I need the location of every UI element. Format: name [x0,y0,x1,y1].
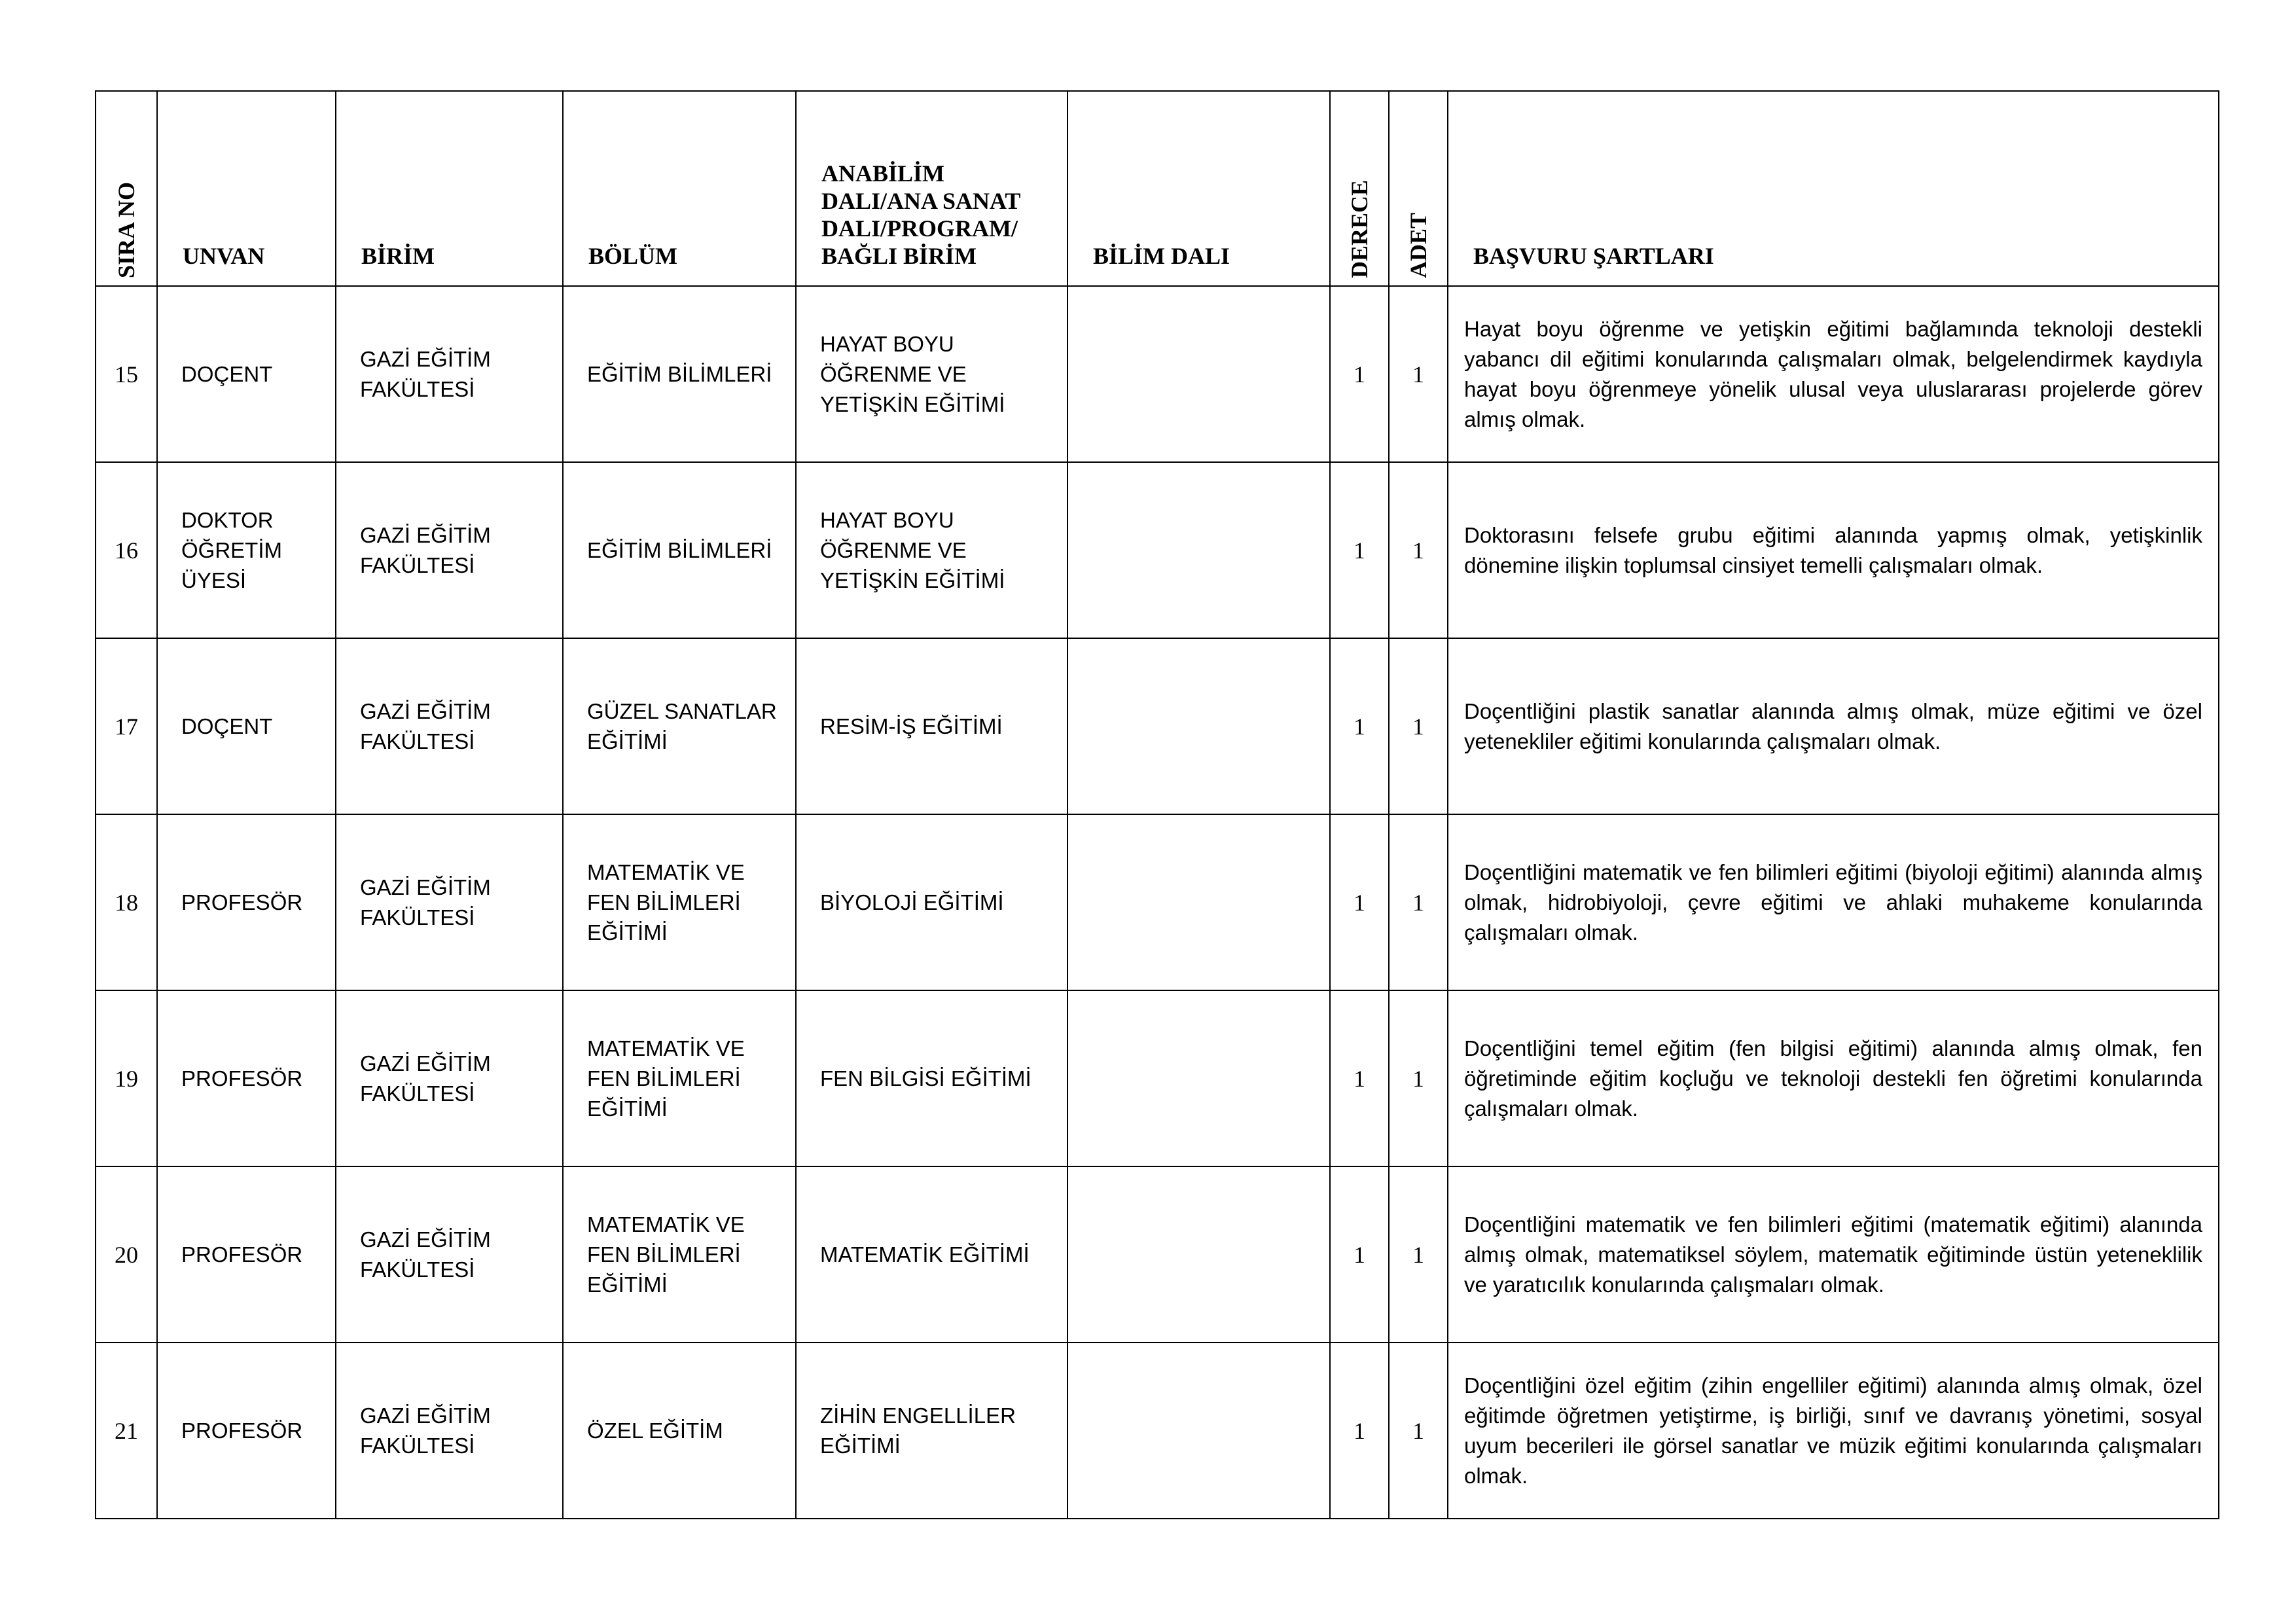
cell-unvan: DOÇENT [157,638,336,814]
cell-adet: 1 [1389,1166,1448,1343]
cell-derece: 1 [1330,638,1389,814]
cell-derece: 1 [1330,814,1389,990]
cell-unvan: PROFESÖR [157,1166,336,1343]
cell-derece: 1 [1330,990,1389,1166]
cell-bolum: MATEMATİK VE FEN BİLİMLERİ EĞİTİMİ [563,990,796,1166]
table-row [96,1343,2219,1519]
header-sira-no: SIRA NO [96,91,157,286]
cell-anabilim: ZİHİN ENGELLİLER EĞİTİMİ [796,1343,1067,1519]
table-row [96,638,2219,814]
header-derece: DERECE [1330,91,1389,286]
cell-adet: 1 [1389,638,1448,814]
cell-anabilim: MATEMATİK EĞİTİMİ [796,1166,1067,1343]
cell-bolum: GÜZEL SANATLAR EĞİTİMİ [563,638,796,814]
table-row [96,286,2219,462]
header-unvan: UNVAN [157,91,336,286]
cell-sira-no: 20 [96,1166,157,1343]
cell-basvuru-sartlari: Hayat boyu öğrenme ve yetişkin eğitimi bağlamında teknoloji destekli yabancı dil eğitimi konularında çalışmaları olmak, belgelendirmek kaydıyla hayat boyu öğrenmeye yönelik ulusal veya uluslararası projelerde görev almış olmak. [1448,286,2219,462]
cell-derece: 1 [1330,286,1389,462]
cell-anabilim: FEN BİLGİSİ EĞİTİMİ [796,990,1067,1166]
cell-sira-no: 17 [96,638,157,814]
cell-bilim-dali [1067,1166,1330,1343]
positions-table [95,90,2219,1519]
cell-bilim-dali [1067,286,1330,462]
cell-sira-no: 21 [96,1343,157,1519]
cell-bolum: ÖZEL EĞİTİM [563,1343,796,1519]
cell-adet: 1 [1389,462,1448,638]
cell-basvuru-sartlari: Doçentliğini özel eğitim (zihin engelliler eğitimi) alanında almış olmak, özel eğitimde öğretmen yetiştirme, iş birliği, sınıf ve davranış yönetimi, sosyal uyum becerileri ile görsel sanatlar ve müzik eğitimi konularında çalışmaları olmak. [1448,1343,2219,1519]
header-bilim-dali: BİLİM DALI [1067,91,1330,286]
header-basvuru-sartlari: BAŞVURU ŞARTLARI [1448,91,2219,286]
cell-birim: GAZİ EĞİTİM FAKÜLTESİ [336,286,563,462]
header-anabilim: ANABİLİM DALI/ANA SANAT DALI/PROGRAM/ BAĞLI BİRİM [796,91,1067,286]
cell-basvuru-sartlari: Doçentliğini plastik sanatlar alanında almış olmak, müze eğitimi ve özel yetenekliler eğitimi konularında çalışmaları olmak. [1448,638,2219,814]
cell-unvan: DOKTOR ÖĞRETİM ÜYESİ [157,462,336,638]
table-row [96,1166,2219,1343]
cell-bilim-dali [1067,462,1330,638]
cell-birim: GAZİ EĞİTİM FAKÜLTESİ [336,814,563,990]
cell-bolum: MATEMATİK VE FEN BİLİMLERİ EĞİTİMİ [563,1166,796,1343]
header-row [96,91,2219,286]
cell-birim: GAZİ EĞİTİM FAKÜLTESİ [336,1166,563,1343]
cell-birim: GAZİ EĞİTİM FAKÜLTESİ [336,462,563,638]
cell-birim: GAZİ EĞİTİM FAKÜLTESİ [336,990,563,1166]
cell-anabilim: BİYOLOJİ EĞİTİMİ [796,814,1067,990]
table-row [96,990,2219,1166]
cell-anabilim: HAYAT BOYU ÖĞRENME VE YETİŞKİN EĞİTİMİ [796,286,1067,462]
cell-bilim-dali [1067,638,1330,814]
cell-derece: 1 [1330,1343,1389,1519]
cell-anabilim: RESİM-İŞ EĞİTİMİ [796,638,1067,814]
cell-basvuru-sartlari: Doçentliğini temel eğitim (fen bilgisi eğitimi) alanında almış olmak, fen öğretiminde eğitim koçluğu ve teknoloji destekli fen öğretimi konularında çalışmaları olmak. [1448,990,2219,1166]
cell-sira-no: 16 [96,462,157,638]
header-bolum: BÖLÜM [563,91,796,286]
table-row [96,462,2219,638]
cell-unvan: DOÇENT [157,286,336,462]
cell-anabilim: HAYAT BOYU ÖĞRENME VE YETİŞKİN EĞİTİMİ [796,462,1067,638]
cell-basvuru-sartlari: Doktorasını felsefe grubu eğitimi alanında yapmış olmak, yetişkinlik dönemine ilişkin toplumsal cinsiyet temelli çalışmaları olmak. [1448,462,2219,638]
cell-adet: 1 [1389,1343,1448,1519]
header-adet: ADET [1389,91,1448,286]
cell-bolum: EĞİTİM BİLİMLERİ [563,462,796,638]
cell-adet: 1 [1389,990,1448,1166]
cell-basvuru-sartlari: Doçentliğini matematik ve fen bilimleri eğitimi (matematik eğitimi) alanında almış olmak, matematiksel söylem, matematik eğitiminde üstün yeteneklilik ve yaratıcılık konularında çalışmaları olmak. [1448,1166,2219,1343]
table-row [96,814,2219,990]
cell-bolum: EĞİTİM BİLİMLERİ [563,286,796,462]
cell-basvuru-sartlari: Doçentliğini matematik ve fen bilimleri eğitimi (biyoloji eğitimi) alanında almış olmak, hidrobiyoloji, çevre eğitimi ve ahlaki muhakeme konularında çalışmaları olmak. [1448,814,2219,990]
cell-birim: GAZİ EĞİTİM FAKÜLTESİ [336,638,563,814]
cell-adet: 1 [1389,286,1448,462]
cell-adet: 1 [1389,814,1448,990]
cell-unvan: PROFESÖR [157,1343,336,1519]
cell-sira-no: 19 [96,990,157,1166]
cell-derece: 1 [1330,1166,1389,1343]
cell-sira-no: 18 [96,814,157,990]
cell-unvan: PROFESÖR [157,990,336,1166]
cell-sira-no: 15 [96,286,157,462]
cell-bilim-dali [1067,990,1330,1166]
cell-bilim-dali [1067,1343,1330,1519]
header-birim: BİRİM [336,91,563,286]
cell-derece: 1 [1330,462,1389,638]
cell-bolum: MATEMATİK VE FEN BİLİMLERİ EĞİTİMİ [563,814,796,990]
cell-birim: GAZİ EĞİTİM FAKÜLTESİ [336,1343,563,1519]
cell-unvan: PROFESÖR [157,814,336,990]
cell-bilim-dali [1067,814,1330,990]
